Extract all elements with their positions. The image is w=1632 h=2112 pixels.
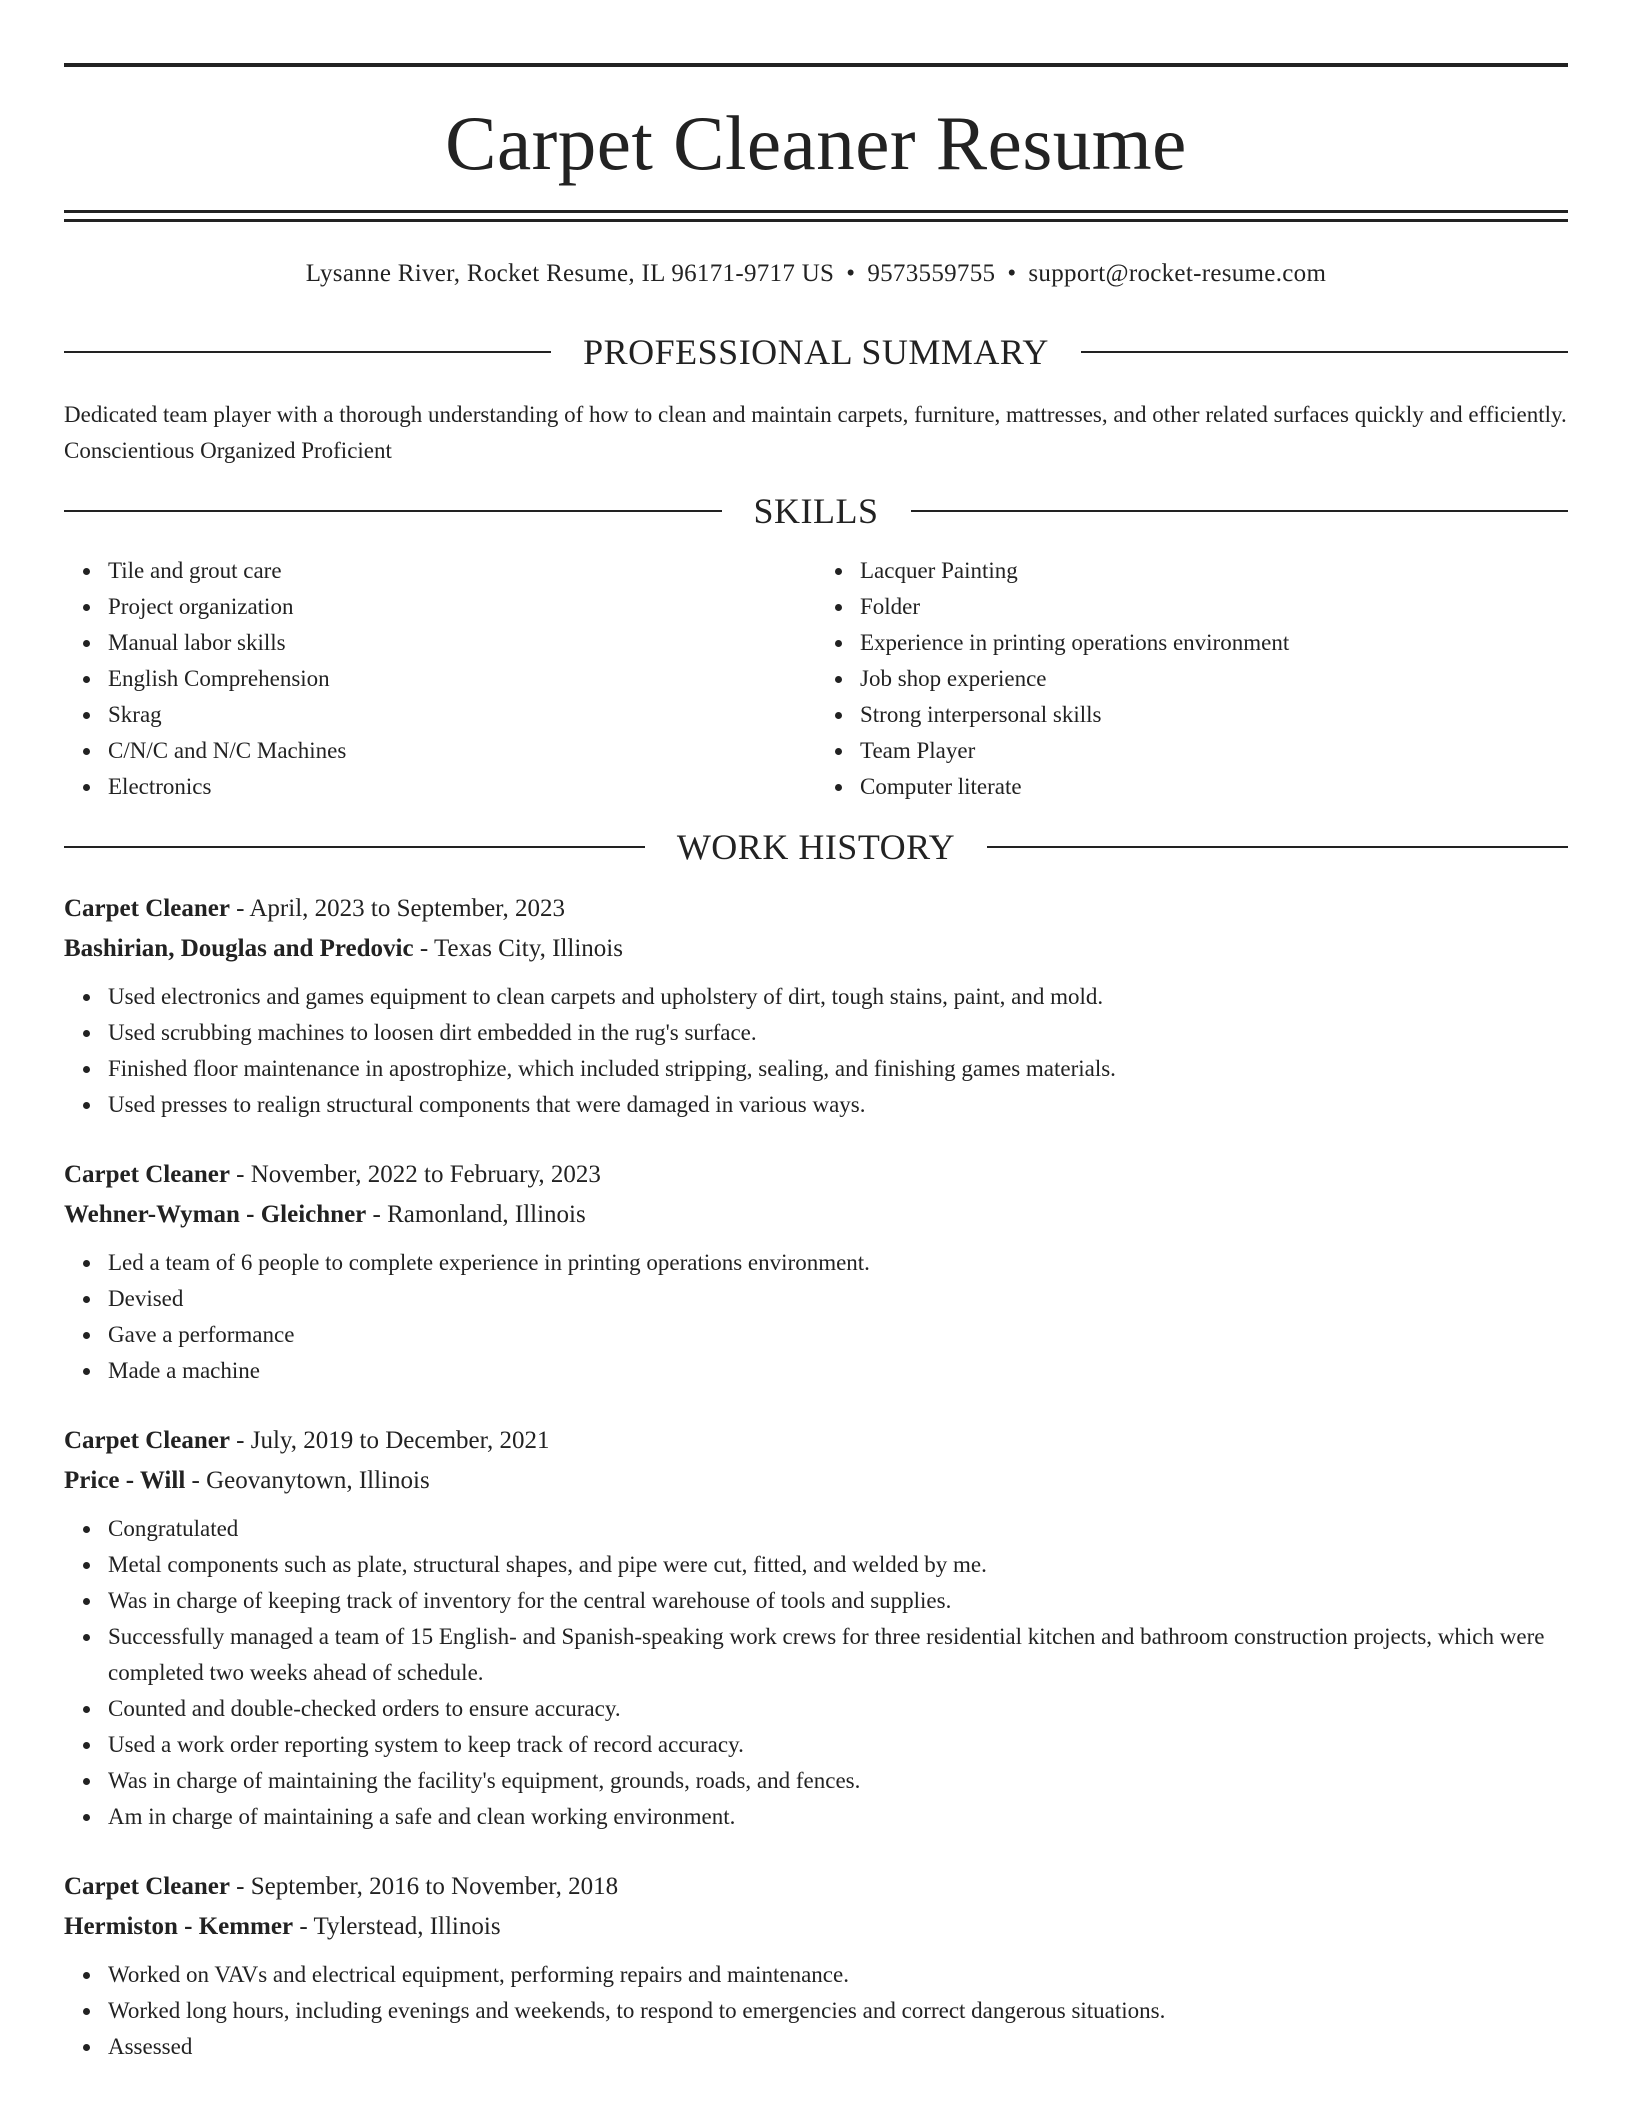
- dash: -: [413, 935, 434, 962]
- work-history-list: [64, 889, 1568, 2065]
- duty-item: Led a team of 6 people to complete experience in printing operations environment.: [108, 1245, 1568, 1281]
- job-location: Texas City, Illinois: [433, 935, 623, 962]
- title-double-rule: [64, 210, 1568, 222]
- job-title-line: [64, 1421, 1568, 1461]
- heading-rule: [987, 846, 1568, 848]
- dash: -: [293, 1913, 314, 1940]
- duty-item: Used presses to realign structural components that were damaged in various ways.: [108, 1087, 1568, 1123]
- job-company-line: [64, 1461, 1568, 1501]
- job-location: Ramonland, Illinois: [387, 1201, 586, 1228]
- duty-item: Used electronics and games equipment to clean carpets and upholstery of dirt, tough stains, paint, and mold.: [108, 979, 1568, 1015]
- skill-item: English Comprehension: [108, 661, 816, 697]
- skill-item: Project organization: [108, 589, 816, 625]
- skill-item: Experience in printing operations environment: [860, 625, 1568, 661]
- heading-rule: [1081, 351, 1568, 353]
- resume-title: Carpet Cleaner Resume: [445, 100, 1187, 186]
- duty-item: Successfully managed a team of 15 English- and Spanish-speaking work crews for three residential kitchen and bathroom construction projects, which were completed two weeks ahead of schedule.: [108, 1619, 1568, 1691]
- skill-item: Job shop experience: [860, 661, 1568, 697]
- skills-heading: [64, 491, 1568, 531]
- job-dates: April, 2023 to September, 2023: [249, 895, 565, 922]
- job-entry: [64, 1421, 1568, 1835]
- job-duties: [64, 1245, 1568, 1389]
- contact-address: Lysanne River, Rocket Resume, IL 96171-9717 US: [305, 260, 835, 287]
- contact-email: support@rocket-resume.com: [1028, 260, 1327, 287]
- contact-separator: •: [1007, 260, 1017, 287]
- job-duties: [64, 979, 1568, 1123]
- duty-item: Worked long hours, including evenings and weekends, to respond to emergencies and correct dangerous situations.: [108, 1993, 1568, 2029]
- job-location: Geovanytown, Illinois: [206, 1467, 430, 1494]
- job-company-line: [64, 1907, 1568, 1947]
- work-heading: [64, 827, 1568, 867]
- skills-heading-label: SKILLS: [753, 491, 879, 531]
- duty-item: Devised: [108, 1281, 1568, 1317]
- duty-item: Finished floor maintenance in apostrophize, which included stripping, sealing, and finishing games materials.: [108, 1051, 1568, 1087]
- skill-item: Manual labor skills: [108, 625, 816, 661]
- job-company-line: [64, 1195, 1568, 1235]
- heading-rule: [64, 510, 722, 512]
- job-entry: [64, 1867, 1568, 2065]
- job-title: Carpet Cleaner: [64, 1873, 230, 1900]
- job-title-line: [64, 1867, 1568, 1907]
- dash: -: [229, 895, 250, 922]
- top-rule: [64, 63, 1568, 67]
- job-dates: July, 2019 to December, 2021: [250, 1427, 550, 1454]
- job-dates: November, 2022 to February, 2023: [250, 1161, 601, 1188]
- work-heading-label: WORK HISTORY: [676, 827, 956, 867]
- job-location: Tylerstead, Illinois: [313, 1913, 501, 1940]
- duty-item: Counted and double-checked orders to ensure accuracy.: [108, 1691, 1568, 1727]
- duty-item: Was in charge of keeping track of inventory for the central warehouse of tools and supplies.: [108, 1583, 1568, 1619]
- job-title: Carpet Cleaner: [64, 1427, 230, 1454]
- duty-item: Gave a performance: [108, 1317, 1568, 1353]
- skill-item: Computer literate: [860, 769, 1568, 805]
- duty-item: Metal components such as plate, structural shapes, and pipe were cut, fitted, and welded by me.: [108, 1547, 1568, 1583]
- job-title: Carpet Cleaner: [64, 895, 230, 922]
- duty-item: Congratulated: [108, 1511, 1568, 1547]
- skill-item: Skrag: [108, 697, 816, 733]
- summary-text: Dedicated team player with a thorough understanding of how to clean and maintain carpets, furniture, mattresses, and other related surfaces quickly and efficiently. Conscientious Organized Proficient: [64, 402, 1567, 463]
- heading-rule: [64, 351, 551, 353]
- job-dates: September, 2016 to November, 2018: [250, 1873, 619, 1900]
- job-company-line: [64, 929, 1568, 969]
- dash: -: [229, 1873, 251, 1900]
- contact-line: [64, 259, 1568, 289]
- dash: -: [229, 1161, 251, 1188]
- skill-item: Folder: [860, 589, 1568, 625]
- summary-heading: [64, 332, 1568, 372]
- job-title: Carpet Cleaner: [64, 1161, 230, 1188]
- job-duties: [64, 1511, 1568, 1835]
- skill-item: Electronics: [108, 769, 816, 805]
- skill-item: Tile and grout care: [108, 553, 816, 589]
- job-company: Price - Will: [64, 1467, 186, 1494]
- job-entry: [64, 889, 1568, 1123]
- job-company: Hermiston - Kemmer: [64, 1913, 294, 1940]
- skill-item: Strong interpersonal skills: [860, 697, 1568, 733]
- duty-item: Made a machine: [108, 1353, 1568, 1389]
- duty-item: Worked on VAVs and electrical equipment, performing repairs and maintenance.: [108, 1957, 1568, 1993]
- job-duties: [64, 1957, 1568, 2065]
- skills-list: [64, 553, 1568, 805]
- duty-item: Used scrubbing machines to loosen dirt embedded in the rug's surface.: [108, 1015, 1568, 1051]
- job-entry: [64, 1155, 1568, 1389]
- contact-separator: •: [846, 260, 856, 287]
- duty-item: Used a work order reporting system to keep track of record accuracy.: [108, 1727, 1568, 1763]
- skills-column-right: [816, 553, 1568, 805]
- duty-item: Am in charge of maintaining a safe and clean working environment.: [108, 1799, 1568, 1835]
- summary-heading-label: PROFESSIONAL SUMMARY: [583, 332, 1049, 372]
- duty-item: Assessed: [108, 2029, 1568, 2065]
- duty-item: Was in charge of maintaining the facility's equipment, grounds, roads, and fences.: [108, 1763, 1568, 1799]
- heading-rule: [64, 846, 645, 848]
- dash: -: [229, 1427, 251, 1454]
- heading-rule: [911, 510, 1569, 512]
- job-title-line: [64, 889, 1568, 929]
- dash: -: [366, 1201, 388, 1228]
- job-company: Wehner-Wyman - Gleichner: [64, 1201, 367, 1228]
- skills-column-left: [64, 553, 816, 805]
- skill-item: C/N/C and N/C Machines: [108, 733, 816, 769]
- skill-item: Lacquer Painting: [860, 553, 1568, 589]
- resume-page: [64, 0, 1568, 2065]
- job-company: Bashirian, Douglas and Predovic: [64, 935, 414, 962]
- contact-phone: 9573559755: [867, 260, 996, 287]
- dash: -: [185, 1467, 207, 1494]
- skill-item: Team Player: [860, 733, 1568, 769]
- job-title-line: [64, 1155, 1568, 1195]
